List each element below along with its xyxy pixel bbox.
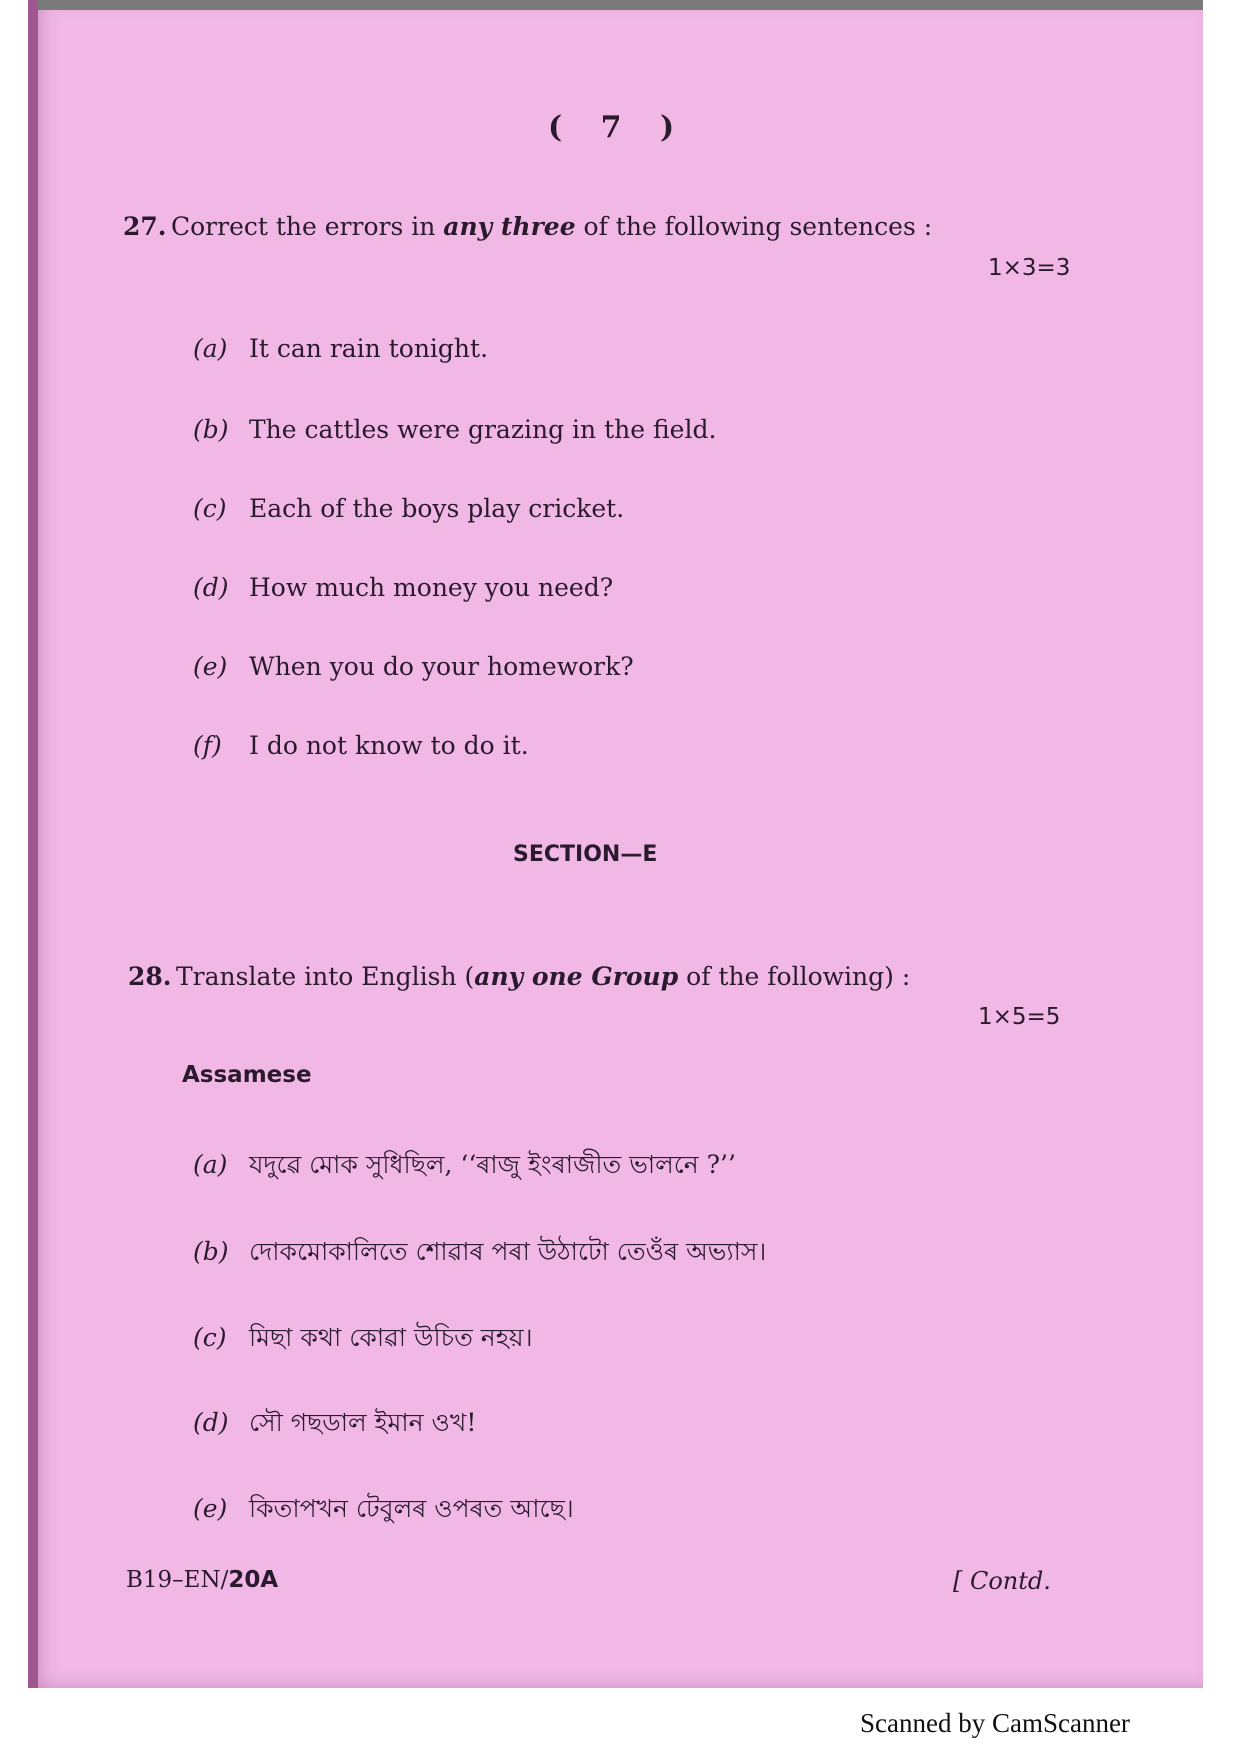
section-title: SECTION—E: [513, 842, 658, 867]
question-27-item-a: [193, 334, 488, 363]
question-28-text-before: Translate into English (: [176, 962, 475, 991]
item-text: Each of the boys play cricket.: [249, 494, 625, 523]
paper-code: [126, 1567, 278, 1593]
item-text: I do not know to do it.: [249, 731, 529, 760]
question-28-text: [176, 962, 910, 991]
question-28-marks: 1×5=5: [978, 1004, 1061, 1030]
item-text: যদুৱে মোক সুধিছিল, ‘‘ৰাজু ইংৰাজীত ভালনে ?’’: [249, 1150, 736, 1179]
question-28-item-c: [193, 1318, 533, 1361]
question-27-text-before: Correct the errors in: [171, 212, 444, 241]
item-text: সৌ গছডাল ইমান ওখ!: [249, 1408, 477, 1437]
item-text: মিছা কথা কোৱা উচিত নহয়।: [249, 1323, 533, 1352]
scan-left-edge: [28, 0, 38, 1688]
item-text: দোকমোকালিতে শোৱাৰ পৰা উঠাটো তেওঁৰ অভ্যাস।: [249, 1237, 767, 1266]
item-label: (d): [193, 573, 229, 602]
item-label: (c): [193, 494, 227, 523]
item-label: (f): [193, 731, 222, 760]
exam-page: [28, 0, 1203, 1688]
item-label: (e): [193, 1494, 228, 1523]
question-28-item-a: [193, 1145, 736, 1188]
question-27-item-e: [193, 652, 634, 681]
question-28-emphasis: any one Group: [474, 962, 679, 991]
page-number: ( 7 ): [548, 110, 689, 145]
item-label: (b): [193, 1237, 229, 1266]
item-label: (a): [193, 1150, 228, 1179]
item-label: (d): [193, 1408, 229, 1437]
paper-code-bold: 20A: [228, 1567, 279, 1593]
item-text: The cattles were grazing in the field.: [249, 415, 717, 444]
item-label: (e): [193, 652, 228, 681]
item-text: When you do your homework?: [249, 652, 634, 681]
question-28-item-d: [193, 1403, 476, 1446]
question-28-item-b: [193, 1232, 766, 1275]
question-27-marks: 1×3=3: [988, 255, 1071, 281]
item-text: How much money you need?: [249, 573, 614, 602]
question-27-item-c: [193, 494, 624, 523]
scan-top-edge: [28, 0, 1203, 10]
item-text: কিতাপখন টেবুলৰ ওপৰত আছে।: [249, 1494, 574, 1523]
question-27-item-f: [193, 731, 529, 760]
question-27-item-d: [193, 573, 613, 602]
question-27-item-b: [193, 415, 716, 444]
question-27-emphasis: any three: [443, 212, 576, 241]
question-28-text-after: of the following) :: [678, 962, 911, 991]
paper-code-prefix: B19–EN/: [126, 1567, 229, 1593]
scanner-watermark: Scanned by CamScanner: [860, 1708, 1130, 1738]
question-28-number: 28.: [128, 962, 172, 991]
item-text: It can rain tonight.: [249, 334, 489, 363]
question-27-text: [171, 212, 932, 241]
question-27-text-after: of the following sentences :: [575, 212, 933, 241]
continued-note: [ Contd.: [953, 1567, 1051, 1595]
item-label: (b): [193, 415, 229, 444]
item-label: (c): [193, 1323, 227, 1352]
item-label: (a): [193, 334, 228, 363]
question-28-item-e: [193, 1489, 574, 1532]
language-group-title: Assamese: [182, 1062, 312, 1088]
question-27-number: 27.: [123, 212, 167, 241]
